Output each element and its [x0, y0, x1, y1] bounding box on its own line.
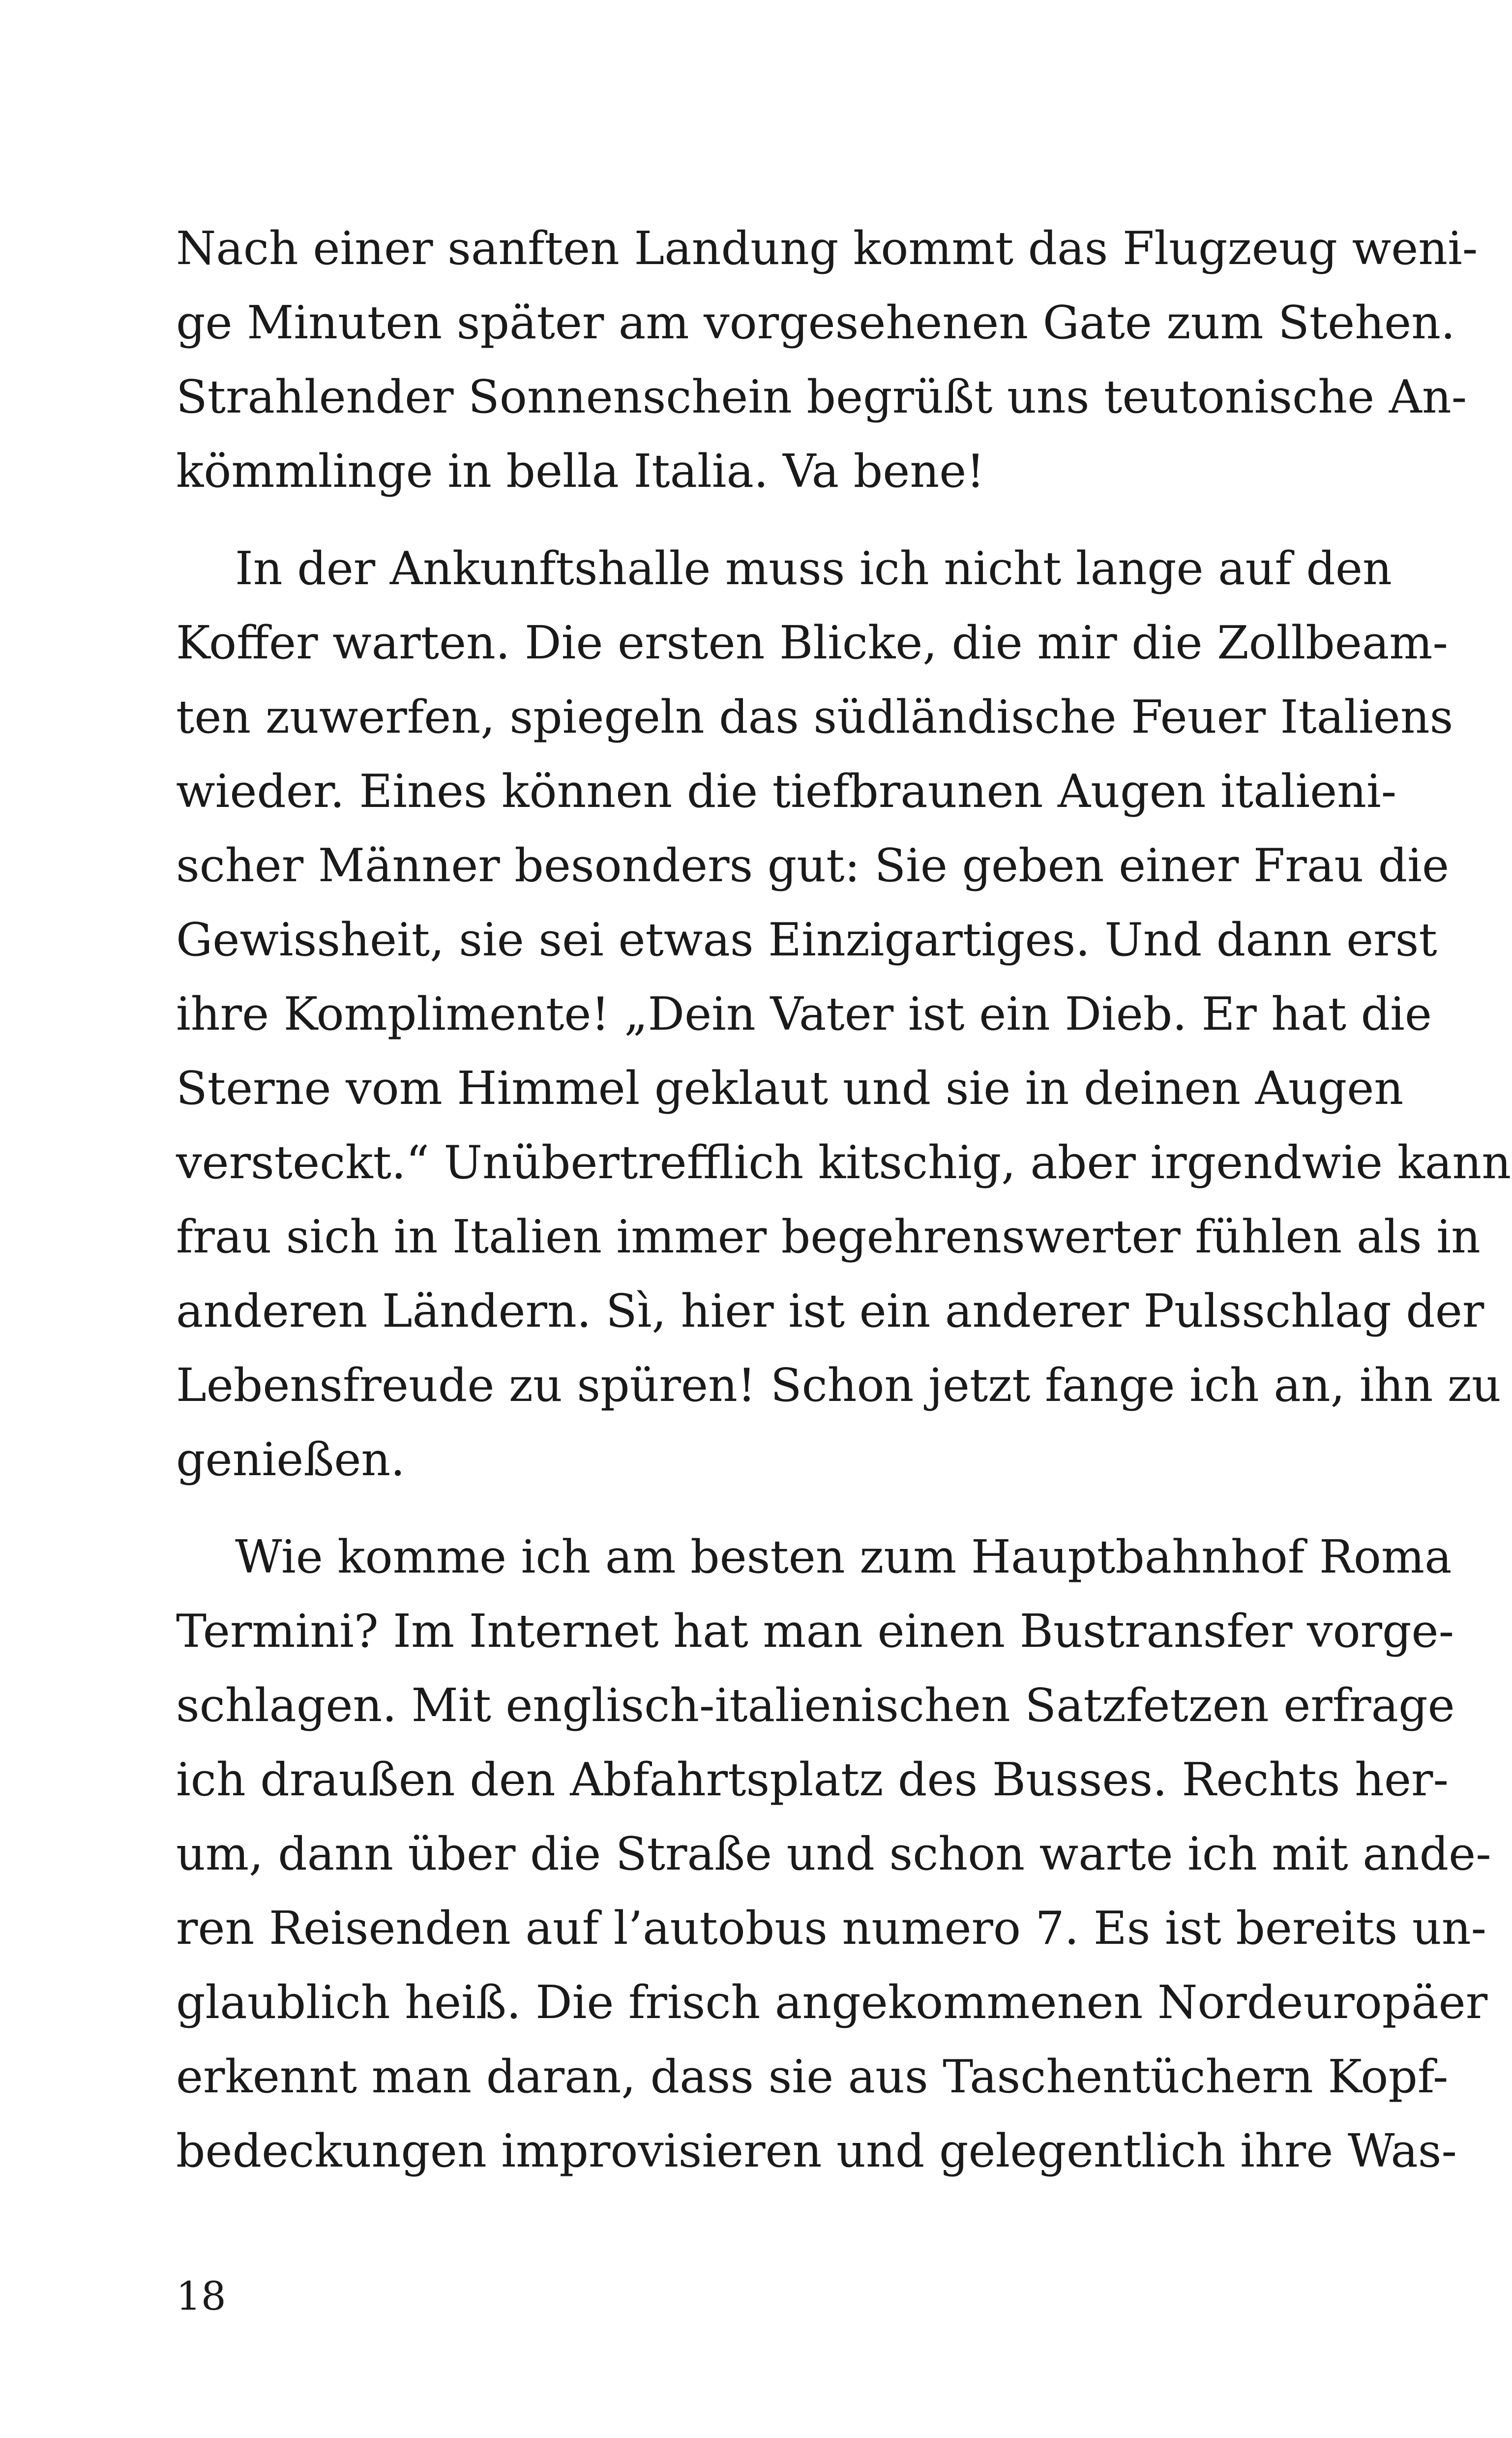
- text-line: erkennt man daran, dass sie aus Taschentüchern Kopf-: [176, 2050, 1449, 2103]
- text-line: anderen Ländern. Sì, hier ist ein anderer Pulsschlag der: [176, 1284, 1484, 1338]
- text-line: wieder. Eines können die tiefbraunen Augen italieni-: [176, 765, 1397, 818]
- text-line: ren Reisenden auf l’autobus numero 7. Es ist bereits un-: [176, 1902, 1487, 1955]
- paragraph-1: [176, 211, 1478, 508]
- text-line: Strahlender Sonnenschein begrüßt uns teutonische An-: [176, 370, 1467, 423]
- text-line: Koffer warten. Die ersten Blicke, die mir die Zollbeam-: [176, 616, 1448, 669]
- text-line: Wie komme ich am besten zum Hauptbahnhof Roma: [235, 1530, 1452, 1583]
- text-line: Nach einer sanften Landung kommt das Flugzeug weni-: [176, 222, 1478, 275]
- text-line: glaublich heiß. Die frisch angekommenen Nordeuropäer: [176, 1976, 1488, 2029]
- text-line: Lebensfreude zu spüren! Schon jetzt fange ich an, ihn zu: [176, 1359, 1501, 1412]
- text-line: Sterne vom Himmel geklaut und sie in deinen Augen: [176, 1062, 1404, 1115]
- text-line: schlagen. Mit englisch-italienischen Satzfetzen erfrage: [176, 1679, 1455, 1732]
- text-line: ge Minuten später am vorgesehenen Gate zum Stehen.: [176, 296, 1455, 349]
- text-line: versteckt.“ Unübertrefflich kitschig, aber irgendwie kann: [176, 1136, 1512, 1189]
- text-line: bedeckungen improvisieren und gelegentlich ihre Was-: [176, 2124, 1457, 2177]
- text-line: ich draußen den Abfahrtsplatz des Busses. Rechts her-: [176, 1753, 1449, 1806]
- text-line: Gewissheit, sie sei etwas Einzigartiges. Und dann erst: [176, 913, 1437, 966]
- paragraph-gap: [176, 1497, 1335, 1520]
- text-line: Termini? Im Internet hat man einen Bustransfer vorge-: [176, 1605, 1454, 1658]
- text-line: um, dann über die Straße und schon warte ich mit ande-: [176, 1827, 1491, 1880]
- text-line: scher Männer besonders gut: Sie geben einer Frau die: [176, 839, 1450, 892]
- body-text: [176, 211, 1512, 2188]
- page-number: 18: [176, 2273, 226, 2319]
- text-line: genießen.: [176, 1433, 405, 1486]
- text-line: kömmlinge in bella Italia. Va bene!: [176, 445, 985, 498]
- paragraph-2: [176, 532, 1512, 1497]
- text-line: ihre Komplimente! „Dein Vater ist ein Dieb. Er hat die: [176, 987, 1432, 1041]
- text-line: frau sich in Italien immer begehrenswerter fühlen als in: [176, 1210, 1481, 1263]
- paragraph-gap: [176, 508, 1335, 532]
- paragraph-3: [176, 1520, 1491, 2188]
- text-line: In der Ankunftshalle muss ich nicht lange auf den: [235, 542, 1392, 595]
- text-line: ten zuwerfen, spiegeln das südländische Feuer Italiens: [176, 690, 1453, 743]
